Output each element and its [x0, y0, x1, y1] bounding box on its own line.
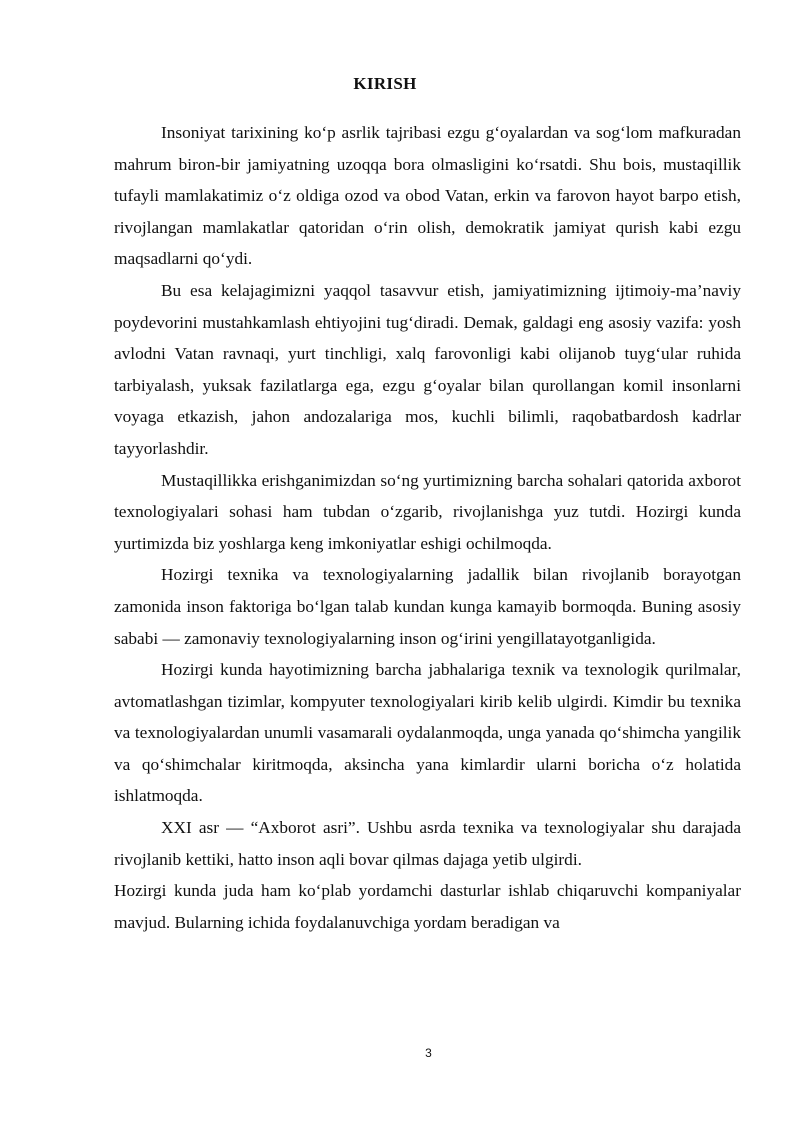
- paragraph-7: Hozirgi kunda juda ham ko‘plab yordamchi dasturlar ishlab chiqaruvchi kompaniyalar mavjud. Bularning ichida foydalanuvchiga yordam beradigan va: [114, 881, 741, 932]
- document-body: [114, 117, 741, 938]
- paragraph-6: XXI asr — “Axborot asri”. Ushbu asrda texnika va texnologiyalar shu darajada rivojlanib kettiki, hatto inson aqli bovar qilmas dajaga yetib ulgirdi.: [114, 818, 741, 869]
- page-title: KIRISH: [353, 74, 417, 93]
- paragraph-3: Mustaqillikka erishganimizdan so‘ng yurtimizning barcha sohalari qatorida axborot texnologiyalari sohasi ham tubdan o‘zgarib, rivojlanishga yuz tutdi. Hozirgi kunda yurtimizda biz yoshlarga keng imkoniyatlar eshigi ochilmoqda.: [114, 470, 741, 553]
- paragraph-5: Hozirgi kunda hayotimizning barcha jabhalariga texnik va texnologik qurilmalar, avtomatlashgan tizimlar, kompyuter texnologiyalari kirib kelib ulgirdi. Kimdir bu texnika va texnologiyalardan unumli vasamarali oydalanmoqda, unga yanada qo‘shimcha yangilik va qo‘shimchalar kiritmoqda, aksincha yana kimlardir ularni boricha o‘z holatida ishlatmoqda.: [114, 660, 741, 806]
- paragraph-2: Bu esa kelajagimizni yaqqol tasavvur etish, jamiyatimizning ijtimoiy-ma’naviy poydevorini mustahkamlash ehtiyojini tug‘diradi. Demak, galdagi eng asosiy vazifa: yosh avlodni Vatan ravnaqi, yurt tinchligi, xalq farovonligi kabi olijanob tuyg‘ular ruhida tarbiyalash, yuksak fazilatlarga ega, ezgu g‘oyalar bilan qurollangan komil insonlarni voyaga etkazish, jahon andozalariga mos, kuchli bilimli, raqobatbardosh kadrlar tayyorlashdir.: [114, 280, 741, 458]
- paragraph-1: Insoniyat tarixining ko‘p asrlik tajribasi ezgu g‘oyalardan va sog‘lom mafkuradan mahrum biron-bir jamiyatning uzoqqa bora olmasligini ko‘rsatdi. Shu bois, mustaqillik tufayli mamlakatimiz o‘z oldiga ozod va obod Vatan, erkin va farovon hayot barpo etish, rivojlangan mamlakatlar qatoridan o‘rin olish, demokratik jamiyat qurish kabi ezgu maqsadlarni qo‘ydi.: [114, 123, 741, 269]
- paragraph-4: Hozirgi texnika va texnologiyalarning jadallik bilan rivojlanib borayotgan zamonida inson faktoriga bo‘lgan talab kundan kunga kamayib bormoqda. Buning asosiy sababi — zamonaviy texnologiyalarning inson og‘irini yengillatayotganligida.: [114, 565, 741, 648]
- page-number: 3: [425, 1046, 432, 1060]
